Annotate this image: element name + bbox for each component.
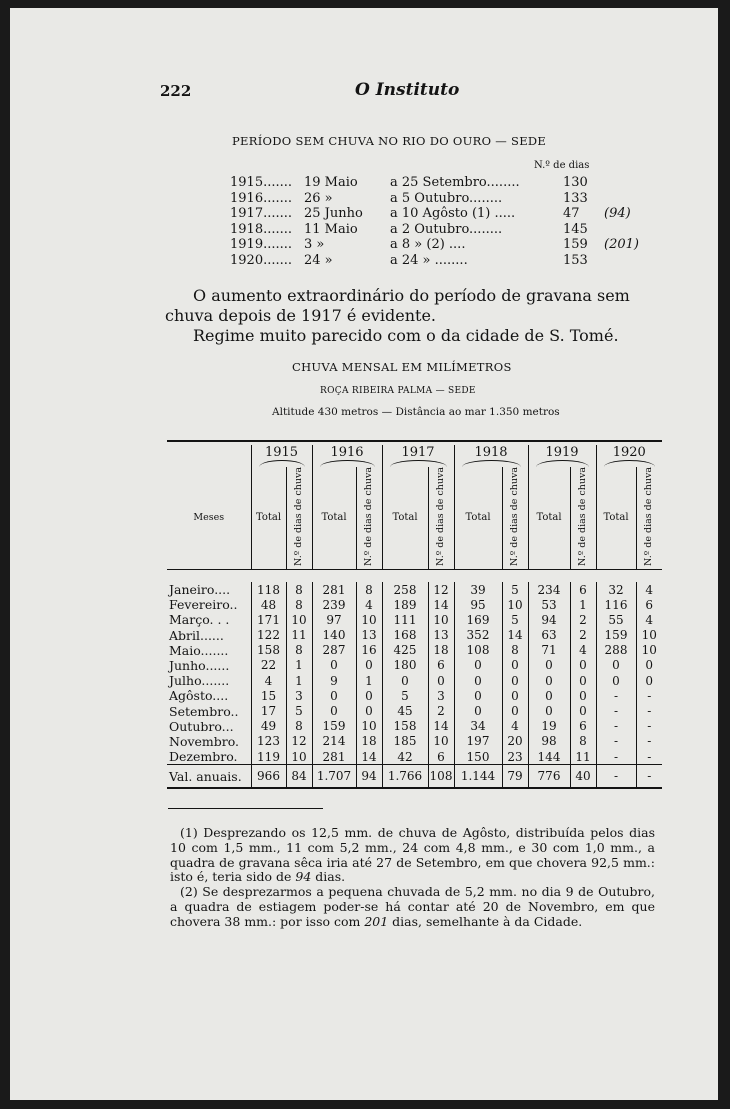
ndias-cell: 1: [356, 673, 382, 688]
total-cell: 49: [251, 719, 286, 734]
paragraph-line-2: Regime muito parecido com o da cidade de S. Tomé.: [193, 326, 619, 345]
total-cell: 98: [528, 734, 570, 749]
total-cell: 32: [596, 582, 636, 597]
ndias-header: N.º de dias de chuva: [570, 467, 596, 569]
year-header: 1917: [382, 445, 454, 467]
total-cell: 0: [528, 688, 570, 703]
total-cell: 55: [596, 612, 636, 627]
period-end: a 24 » ........: [390, 252, 468, 268]
period-end: a 8 » (2) ....: [390, 237, 466, 252]
ndias-cell: 6: [428, 749, 454, 765]
period-days: 130: [563, 175, 588, 190]
total-cell: -: [596, 688, 636, 703]
ndias-cell: 4: [636, 582, 662, 597]
month-row: [167, 719, 662, 734]
total-cell: 17: [251, 703, 286, 718]
month-row: [167, 643, 662, 658]
total-cell: 45: [382, 703, 428, 718]
total-cell: 150: [454, 749, 502, 765]
total-cell: -: [596, 719, 636, 734]
period-start: 3 »: [304, 237, 325, 252]
total-cell: 15: [251, 688, 286, 703]
total-cell: -: [596, 703, 636, 718]
total-cell: 168: [382, 628, 428, 643]
month-name: Janeiro....: [169, 582, 231, 598]
ndias-cell: 0: [502, 658, 528, 673]
total-cell: 159: [312, 719, 356, 734]
ndias-cell: 5: [502, 582, 528, 597]
period-end: a 10 Agôsto (1) .....: [390, 206, 516, 221]
period-year: 1919.......: [230, 237, 293, 252]
total-cell: 122: [251, 628, 286, 643]
ndias-cell: 79: [502, 765, 528, 789]
total-cell: -: [596, 749, 636, 765]
ndias-cell: 12: [286, 734, 312, 749]
total-cell: 966: [251, 765, 286, 789]
month-name: Junho......: [169, 657, 230, 673]
total-cell: 180: [382, 658, 428, 673]
ndias-cell: 6: [636, 597, 662, 612]
total-cell: 0: [312, 658, 356, 673]
ndias-cell: -: [636, 703, 662, 718]
total-header: Total: [596, 467, 636, 569]
ndias-cell: 3: [428, 688, 454, 703]
month-row: [167, 582, 662, 597]
total-cell: 108: [454, 643, 502, 658]
month-row: [167, 628, 662, 643]
total-cell: 111: [382, 612, 428, 627]
total-cell: 116: [596, 597, 636, 612]
ndias-cell: 10: [356, 612, 382, 627]
period-row: [230, 237, 670, 253]
rain-table-body: [167, 582, 662, 765]
ndias-cell: 1: [570, 597, 596, 612]
total-cell: 144: [528, 749, 570, 765]
total-cell: 0: [454, 703, 502, 718]
ndias-cell: 0: [356, 688, 382, 703]
year-header: 1916: [312, 445, 382, 467]
ndias-cell: 0: [570, 688, 596, 703]
period-table-title: PERÍODO SEM CHUVA NO RIO DO OURO — SEDE: [232, 134, 547, 148]
meses-header: Meses: [193, 512, 225, 524]
ndias-cell: 18: [356, 734, 382, 749]
month-name: Outubro...: [169, 718, 234, 734]
month-name: Setembro..: [169, 703, 239, 719]
ndias-cell: 14: [502, 628, 528, 643]
year-header: 1920: [596, 445, 662, 467]
ndias-cell: -: [636, 749, 662, 765]
total-cell: 171: [251, 612, 286, 627]
ndias-header: N.º de dias de chuva: [502, 467, 528, 569]
total-cell: 281: [312, 749, 356, 765]
month-name: Maio.......: [169, 642, 229, 658]
month-row: [167, 703, 662, 718]
period-ndias-header: N.º de dias: [534, 160, 590, 171]
ndias-cell: 5: [502, 612, 528, 627]
total-cell: 140: [312, 628, 356, 643]
rain-table-subtitle: ROÇA RIBEIRA PALMA — SEDE: [320, 386, 476, 396]
total-cell: 352: [454, 628, 502, 643]
ndias-cell: 108: [428, 765, 454, 789]
ndias-cell: 0: [570, 703, 596, 718]
total-cell: 425: [382, 643, 428, 658]
month-row: [167, 749, 662, 765]
total-cell: 0: [312, 703, 356, 718]
total-cell: 0: [382, 673, 428, 688]
total-cell: 71: [528, 643, 570, 658]
period-year: 1920.......: [230, 252, 293, 268]
ndias-cell: 13: [428, 628, 454, 643]
period-note: (94): [604, 206, 631, 221]
ndias-cell: 1: [286, 673, 312, 688]
ndias-cell: 6: [570, 582, 596, 597]
row-label: Val. anuais.: [167, 765, 251, 789]
ndias-cell: 0: [502, 673, 528, 688]
total-cell: 158: [251, 643, 286, 658]
total-cell: 288: [596, 643, 636, 658]
page-header: [160, 82, 620, 106]
total-header: Total: [312, 467, 356, 569]
body-paragraph: [165, 286, 660, 346]
month-row: [167, 688, 662, 703]
total-cell: 1.144: [454, 765, 502, 789]
month-name: Julho.......: [169, 673, 230, 689]
ndias-cell: 10: [502, 597, 528, 612]
total-header: Total: [251, 467, 286, 569]
ndias-cell: -: [636, 734, 662, 749]
year-header: 1919: [528, 445, 596, 467]
month-name: Novembro.: [169, 733, 240, 749]
total-cell: 0: [454, 688, 502, 703]
total-header: Total: [382, 467, 428, 569]
month-row: [167, 597, 662, 612]
ndias-cell: 13: [356, 628, 382, 643]
ndias-cell: 84: [286, 765, 312, 789]
ndias-cell: 10: [286, 749, 312, 765]
page-number: 222: [160, 82, 192, 100]
ndias-cell: 2: [428, 703, 454, 718]
month-row: [167, 612, 662, 627]
total-cell: 53: [528, 597, 570, 612]
period-row: [230, 206, 670, 222]
total-cell: 0: [454, 658, 502, 673]
total-cell: 39: [454, 582, 502, 597]
ndias-cell: 10: [356, 719, 382, 734]
total-cell: 97: [312, 612, 356, 627]
month-row: [167, 734, 662, 749]
ndias-cell: 6: [428, 658, 454, 673]
month-name: Agôsto....: [169, 688, 229, 704]
ndias-cell: 14: [356, 749, 382, 765]
rain-table: [167, 440, 662, 789]
total-cell: 48: [251, 597, 286, 612]
total-cell: 95: [454, 597, 502, 612]
period-start: 24 »: [304, 252, 333, 268]
period-end: a 25 Setembro........: [390, 175, 520, 190]
ndias-cell: 2: [570, 612, 596, 627]
ndias-cell: 0: [428, 673, 454, 688]
month-name: Fevereiro..: [169, 597, 238, 613]
ndias-cell: 18: [428, 643, 454, 658]
ndias-cell: 3: [286, 688, 312, 703]
ndias-cell: 8: [570, 734, 596, 749]
total-cell: 185: [382, 734, 428, 749]
ndias-cell: 8: [286, 582, 312, 597]
total-cell: 4: [251, 673, 286, 688]
ndias-cell: 40: [570, 765, 596, 789]
ndias-header: N.º de dias de chuva: [636, 467, 662, 569]
book-page: [10, 8, 718, 1100]
period-days: 145: [563, 221, 588, 237]
ndias-cell: 0: [356, 658, 382, 673]
ndias-cell: 8: [356, 582, 382, 597]
total-cell: 197: [454, 734, 502, 749]
total-cell: 9: [312, 673, 356, 688]
period-start: 11 Maio: [304, 221, 358, 237]
period-table: [230, 175, 670, 268]
period-end: a 2 Outubro........: [390, 221, 503, 237]
period-year: 1918.......: [230, 221, 293, 237]
ndias-cell: 4: [570, 643, 596, 658]
rain-table-title: CHUVA MENSAL EM MILÍMETROS: [292, 360, 512, 374]
ndias-header: N.º de dias de chuva: [428, 467, 454, 569]
total-cell: 0: [528, 673, 570, 688]
period-days: 133: [563, 190, 588, 206]
period-start: 26 »: [304, 190, 333, 206]
ndias-header: N.º de dias de chuva: [286, 467, 312, 569]
paragraph-line-1: O aumento extraordinário do período de gravana sem chuva depois de 1917 é evidente.: [165, 286, 630, 325]
total-cell: 63: [528, 628, 570, 643]
total-cell: 1.766: [382, 765, 428, 789]
period-row: [230, 253, 670, 269]
footnote-1: (1) Desprezando os 12,5 mm. de chuva de Agôsto, distribuída pelos dias 10 com 1,5 mm., 11 com 5,2 mm., 24 com 4,8 mm., e 30 com 1,0 mm., a quadra de gravana sêca iria até 27 de Setembro, em que chovera 92,5 mm.: isto é, teria sido de 94 dias.: [170, 825, 655, 885]
ndias-cell: 0: [570, 658, 596, 673]
ndias-cell: 10: [428, 612, 454, 627]
period-note: (201): [604, 237, 639, 252]
ndias-cell: 20: [502, 734, 528, 749]
ndias-cell: -: [636, 719, 662, 734]
period-row: [230, 191, 670, 207]
footnotes: [170, 826, 655, 930]
ndias-cell: 16: [356, 643, 382, 658]
ndias-cell: 4: [356, 597, 382, 612]
total-cell: 34: [454, 719, 502, 734]
total-cell: -: [596, 734, 636, 749]
total-cell: 159: [596, 628, 636, 643]
ndias-cell: 5: [286, 703, 312, 718]
ndias-cell: 2: [570, 628, 596, 643]
ndias-cell: 10: [286, 612, 312, 627]
annual-total-row: [167, 765, 662, 789]
total-cell: 19: [528, 719, 570, 734]
month-name: Abril......: [169, 627, 224, 643]
ndias-cell: 8: [286, 719, 312, 734]
ndias-cell: 14: [428, 597, 454, 612]
ndias-cell: 0: [502, 688, 528, 703]
ndias-header: N.º de dias de chuva: [356, 467, 382, 569]
ndias-cell: 10: [428, 734, 454, 749]
ndias-cell: 6: [570, 719, 596, 734]
ndias-cell: 0: [570, 673, 596, 688]
total-cell: 287: [312, 643, 356, 658]
month-row: [167, 658, 662, 673]
total-cell: 169: [454, 612, 502, 627]
total-cell: 239: [312, 597, 356, 612]
total-cell: 5: [382, 688, 428, 703]
year-header: 1915: [251, 445, 312, 467]
total-cell: 1.707: [312, 765, 356, 789]
total-cell: 123: [251, 734, 286, 749]
rain-table-altitude: Altitude 430 metros — Distância ao mar 1.350 metros: [272, 406, 560, 418]
period-row: [230, 175, 670, 191]
period-year: 1915.......: [230, 175, 293, 190]
column-header-row: [167, 467, 662, 569]
ndias-cell: 0: [356, 703, 382, 718]
footnote-2: (2) Se desprezarmos a pequena chuvada de 5,2 mm. no dia 9 de Outubro, a quadra de estiagem poder-se há contar até 20 de Novembro, em que chovera 38 mm.: por isso com 201 dias, semelhante à da Cidade.: [170, 884, 655, 929]
total-header: Total: [528, 467, 570, 569]
total-cell: 0: [312, 688, 356, 703]
ndias-cell: 11: [570, 749, 596, 765]
ndias-cell: 0: [502, 703, 528, 718]
total-header: Total: [454, 467, 502, 569]
month-name: Março. . .: [169, 612, 230, 628]
ndias-cell: 8: [286, 597, 312, 612]
ndias-cell: -: [636, 765, 662, 789]
footnote-rule: [168, 808, 323, 809]
month-row: [167, 673, 662, 688]
ndias-cell: 23: [502, 749, 528, 765]
ndias-cell: 0: [636, 673, 662, 688]
period-row: [230, 222, 670, 238]
period-year: 1917.......: [230, 206, 293, 221]
ndias-cell: 10: [636, 628, 662, 643]
ndias-cell: 11: [286, 628, 312, 643]
total-cell: 776: [528, 765, 570, 789]
total-cell: 258: [382, 582, 428, 597]
ndias-cell: 1: [286, 658, 312, 673]
total-cell: 0: [528, 658, 570, 673]
ndias-cell: 10: [636, 643, 662, 658]
ndias-cell: 8: [286, 643, 312, 658]
ndias-cell: 4: [502, 719, 528, 734]
ndias-cell: 4: [636, 612, 662, 627]
total-cell: 281: [312, 582, 356, 597]
total-cell: 234: [528, 582, 570, 597]
total-cell: 119: [251, 749, 286, 765]
total-cell: 0: [596, 673, 636, 688]
total-cell: 158: [382, 719, 428, 734]
year-header: 1918: [454, 445, 528, 467]
period-days: 153: [563, 252, 588, 268]
ndias-cell: 12: [428, 582, 454, 597]
total-cell: 22: [251, 658, 286, 673]
total-cell: 0: [528, 703, 570, 718]
period-end: a 5 Outubro........: [390, 190, 503, 206]
period-start: 19 Maio: [304, 175, 358, 190]
running-title: O Instituto: [355, 80, 460, 100]
total-cell: 118: [251, 582, 286, 597]
ndias-cell: 94: [356, 765, 382, 789]
total-cell: 0: [454, 673, 502, 688]
total-cell: 94: [528, 612, 570, 627]
period-days: 159: [563, 237, 588, 252]
ndias-cell: 14: [428, 719, 454, 734]
total-cell: 214: [312, 734, 356, 749]
month-name: Dezembro.: [169, 749, 238, 765]
ndias-cell: 0: [636, 658, 662, 673]
period-year: 1916.......: [230, 190, 293, 206]
period-start: 25 Junho: [304, 206, 363, 221]
ndias-cell: -: [636, 688, 662, 703]
total-cell: 42: [382, 749, 428, 765]
total-cell: -: [596, 765, 636, 789]
period-days: 47: [563, 206, 580, 221]
total-cell: 0: [596, 658, 636, 673]
total-cell: 189: [382, 597, 428, 612]
year-header-row: [167, 445, 662, 467]
ndias-cell: 8: [502, 643, 528, 658]
